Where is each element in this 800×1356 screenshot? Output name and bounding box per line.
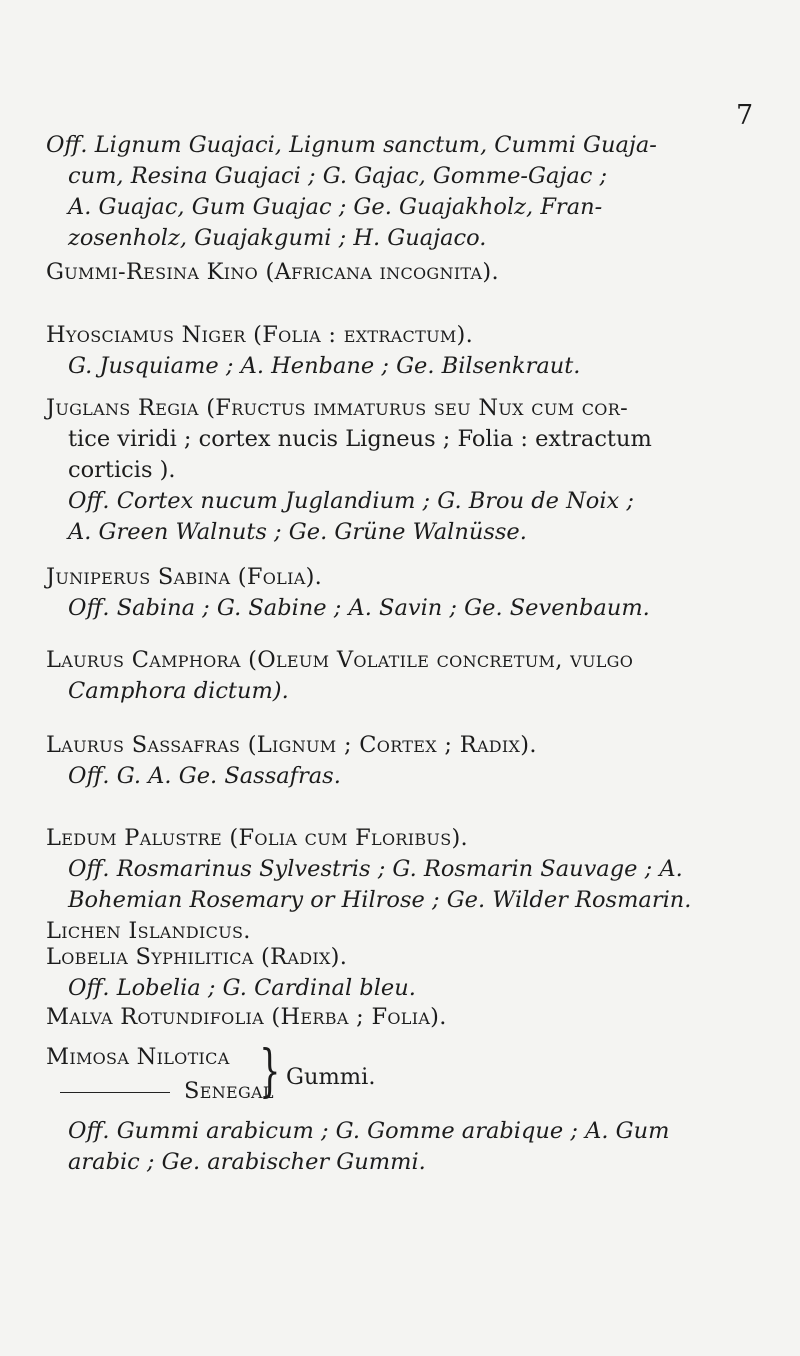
- brace-glyph: }: [259, 1039, 281, 1104]
- entry-lobelia: [46, 942, 781, 1004]
- entry-line: Off. Lobelia ; G. Cardinal bleu.: [68, 975, 416, 1001]
- entry-line: Laurus Sassafras (Lignum ; Cortex ; Radix).: [46, 732, 537, 758]
- entry-line: arabic ; Ge. arabischer Gummi.: [68, 1149, 426, 1175]
- entry-laurus-camphora: [46, 645, 781, 707]
- entry-line: Lichen Islandicus.: [46, 918, 251, 944]
- entry-line: Off. Rosmarinus Sylvestris ; G. Rosmarin Sauvage ; A.: [68, 856, 683, 882]
- page-number: 7: [736, 100, 754, 131]
- entry-line: Hyosciamus Niger (Folia : extractum).: [46, 322, 474, 348]
- entry-kino: [46, 257, 781, 288]
- ditto-dash: [60, 1092, 170, 1093]
- entry-line: G. Jusquiame ; A. Henbane ; Ge. Bilsenkraut.: [68, 353, 581, 379]
- entry-line: Juniperus Sabina (Folia).: [46, 564, 323, 590]
- entry-line: Laurus Camphora (Oleum Volatile concretum, vulgo: [46, 647, 634, 673]
- entry-line: Lobelia Syphilitica (Radix).: [46, 944, 348, 970]
- entry-line: Ledum Palustre (Folia cum Floribus).: [46, 825, 468, 851]
- entry-line: Malva Rotundifolia (Herba ; Folia).: [46, 1004, 447, 1030]
- entry-line: Juglans Regia (Fructus immaturus seu Nux cum cor-: [46, 395, 628, 421]
- entry-line: Bohemian Rosemary or Hilrose ; Ge. Wilder Rosmarin.: [68, 887, 692, 913]
- entry-line: tice viridi ; cortex nucis Ligneus ; Folia : extractum: [68, 426, 652, 452]
- entry-line: Off. Lignum Guajaci, Lignum sanctum, Cummi Guaja-: [46, 132, 657, 158]
- entry-line: Off. Cortex nucum Juglandium ; G. Brou de Noix ;: [68, 488, 634, 514]
- entry-line: Off. Sabina ; G. Sabine ; A. Savin ; Ge. Sevenbaum.: [68, 595, 650, 621]
- entry-malva: [46, 1002, 781, 1033]
- entry-laurus-sassafras: [46, 730, 781, 792]
- entry-mimosa: [46, 1039, 376, 1108]
- entry-line: A. Guajac, Gum Guajac ; Ge. Guajakholz, Fran-: [68, 194, 603, 220]
- mimosa-line-2: Senegal: [184, 1078, 274, 1104]
- mimosa-line-1: Mimosa Nilotica: [46, 1044, 230, 1070]
- mimosa-gummi: Gummi.: [286, 1064, 376, 1090]
- entry-mimosa-off: [46, 1116, 781, 1178]
- entry-juglans: [46, 393, 781, 548]
- entry-line: cum, Resina Guajaci ; G. Gajac, Gomme-Gajac ;: [68, 163, 608, 189]
- entry-juniperus: [46, 562, 781, 624]
- entry-line: zosenholz, Guajakgumi ; H. Guajaco.: [68, 225, 487, 251]
- entry-guajacum: [46, 130, 781, 254]
- entry-line: Off. G. A. Ge. Sassafras.: [68, 763, 341, 789]
- entry-hyosciamus: [46, 320, 781, 382]
- mimosa-line-2-row: [46, 1074, 274, 1108]
- entry-line: Off. Gummi arabicum ; G. Gomme arabique ; A. Gum: [68, 1118, 670, 1144]
- entry-line: corticis ).: [68, 457, 176, 483]
- entry-line: Gummi-Resina Kino (Africana incognita).: [46, 259, 499, 285]
- entry-ledum: [46, 823, 781, 947]
- entry-line: Camphora dictum).: [68, 678, 289, 704]
- entry-line: A. Green Walnuts ; Ge. Grüne Walnüsse.: [68, 519, 527, 545]
